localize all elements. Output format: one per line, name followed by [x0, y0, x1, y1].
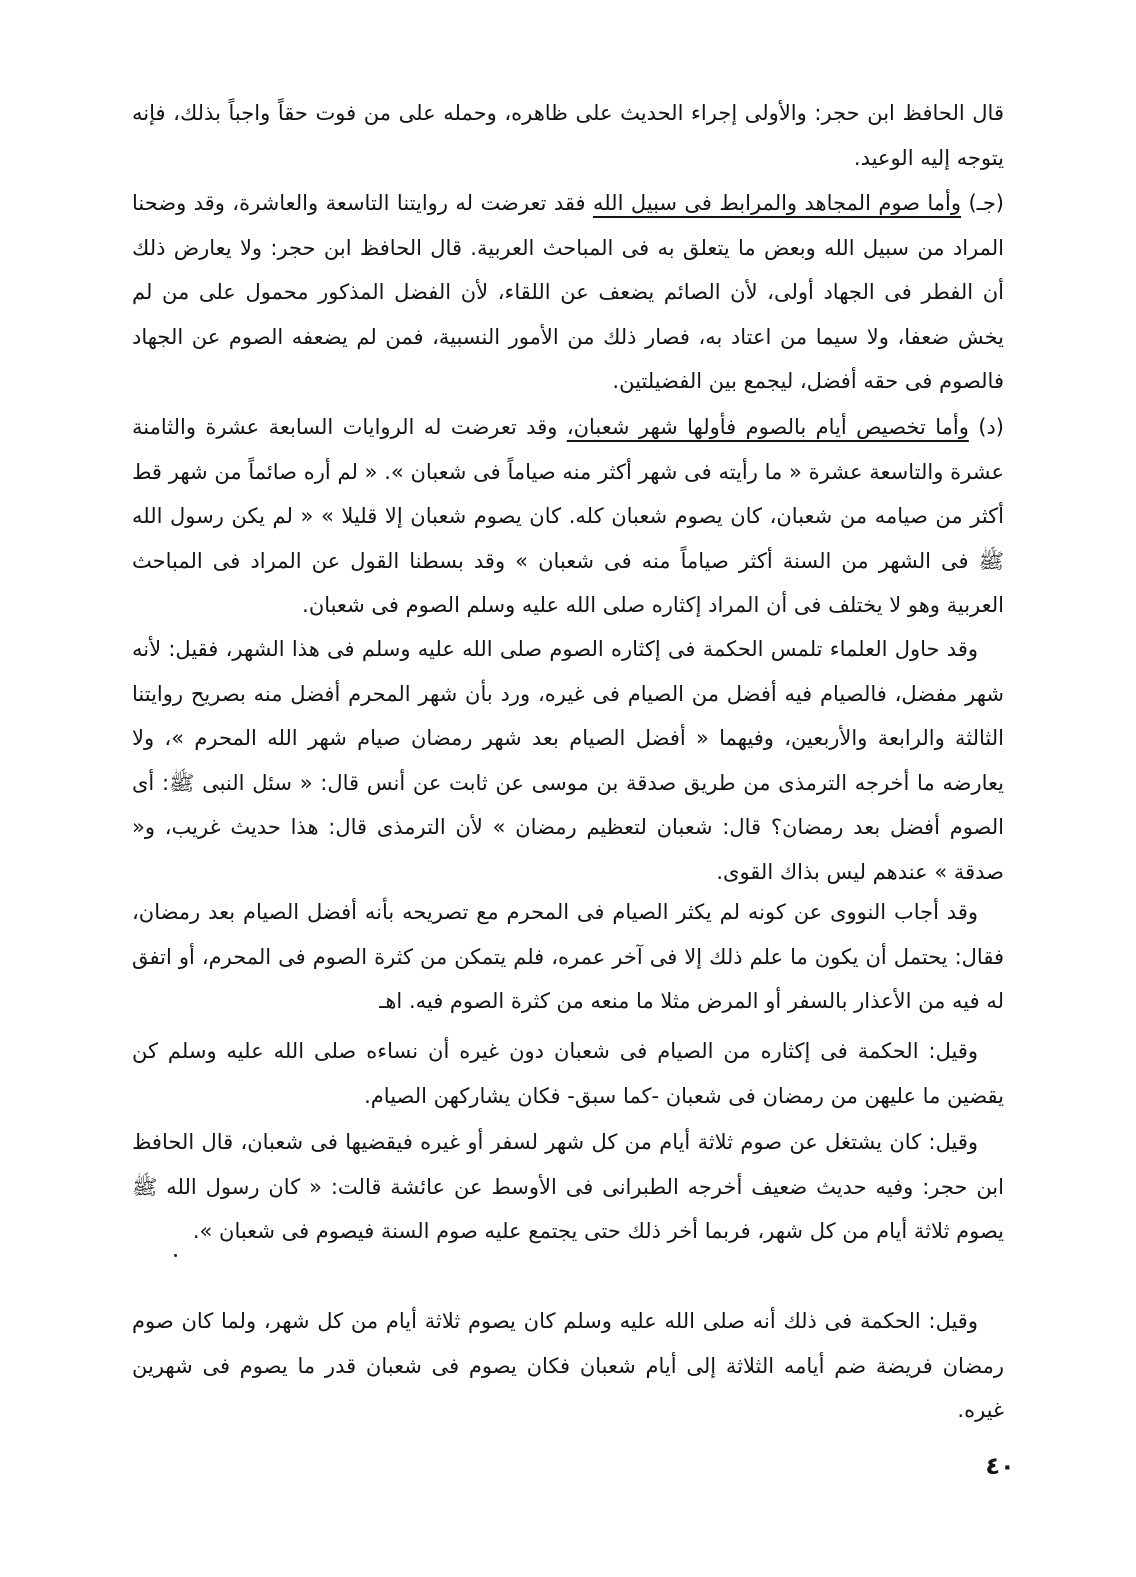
item-marker: (د): [978, 415, 1004, 439]
paragraph-text: وقد أجاب النووى عن كونه لم يكثر الصيام فى المحرم مع تصريحه بأنه أفضل الصيام بعد رمضان، فقال: يحتمل أن يكون ما علم ذلك إلا فى آخر عمره، فلم يتمكن من كثرة الصوم فى المحرم، أو اتفق له فيه من الأعذار بالسفر أو المرض مثلا ما منعه من كثرة الصوم فيه. اهـ: [132, 900, 1004, 1013]
paragraph-text: قال الحافظ ابن حجر: والأولى إجراء الحديث على ظاهره، وحمله على من فوت حقاً واجباً بذلك، فإنه يتوجه إليه الوعيد.: [132, 101, 1004, 170]
item-marker: (جـ): [968, 191, 1004, 215]
paragraph-text: وقد حاول العلماء تلمس الحكمة فى إكثاره الصوم صلى الله عليه وسلم فى هذا الشهر، فقيل: لأنه شهر مفضل، فالصيام فيه أفضل من الصيام فى غيره، ورد بأن شهر المحرم أفضل منه بصريح روايتنا الثالثة والرابعة والأربعين، وفيهما « أفضل الصيام بعد شهر رمضان صيام شهر الله المحرم »، ولا يعارضه ما أخرجه الترمذى من طريق صدقة بن موسى عن ثابت عن أنس قال: « سئل النبى ﷺ: أى الصوم أفضل بعد رمضان؟ قال: شعبان لتعظيم رمضان » لأن الترمذى قال: هذا حديث غريب، و« صدقة » عندهم ليس بذاك القوى.: [132, 637, 1004, 884]
paragraph-ibn-hajar-wa-al-awla: [132, 91, 1004, 180]
paragraph-text: وقيل: كان يشتغل عن صوم ثلاثة أيام من كل شهر لسفر أو غيره فيقضيها فى شعبان، قال الحافظ ابن حجر: وفيه حديث ضعيف أخرجه الطبرانى فى الأوسط عن عائشة قالت: « كان رسول الله ﷺ يصوم ثلاثة أيام من كل شهر، فربما أخر ذلك حتى يجتمع عليه صوم السنة فيصوم فى شعبان ».: [132, 1130, 1004, 1243]
paragraph-qila-nisa: [132, 1029, 1004, 1118]
paragraph-nawawi-answer: [132, 890, 1004, 1024]
paragraph-qila-three-days: [132, 1120, 1004, 1254]
paragraph-item-jim: [132, 181, 1004, 404]
paragraph-item-dal: [132, 405, 1004, 628]
item-heading-underlined: وأما صوم المجاهد والمرابط فى سبيل الله: [592, 191, 962, 215]
scan-dot-mark: [174, 1254, 177, 1257]
paragraph-hikma-shaban: [132, 627, 1004, 894]
item-body-text: فقد تعرضت له روايتنا التاسعة والعاشرة، وقد وضحنا المراد من سبيل الله وبعض ما يتعلق به فى المباحث العربية. قال الحافظ ابن حجر: ولا يعارض ذلك أن الفطر فى الجهاد أولى، لأن الصائم يضعف عن اللقاء، لأن الفضل المذكور محمول على من لم يخش ضعفا، ولا سيما من اعتاد به، فصار ذلك من الأمور النسبية، فمن لم يضعفه الصوم عن الجهاد فالصوم فى حقه أفضل، ليجمع بين الفضيلتين.: [132, 191, 1004, 393]
paragraph-text: وقيل: الحكمة فى ذلك أنه صلى الله عليه وسلم كان يصوم ثلاثة أيام من كل شهر، ولما كان صوم رمضان فريضة ضم أيامه الثلاثة إلى أيام شعبان فكان يصوم فى شعبان قدر ما يصوم فى شهرين غيره.: [132, 1309, 1004, 1422]
paragraph-text: وقيل: الحكمة فى إكثاره من الصيام فى شعبان دون غيره أن نساءه صلى الله عليه وسلم كن يقضين ما عليهن من رمضان فى شعبان -كما سبق- فكان يشاركهن الصيام.: [132, 1039, 1004, 1108]
item-body-text: وقد تعرضت له الروايات السابعة عشرة والثامنة عشرة والتاسعة عشرة « ما رأيته فى شهر أكثر منه صياماً فى شعبان ». « لم أره صائماً من شهر قط أكثر من صيامه من شعبان، كان يصوم شعبان كله. كان يصوم شعبان إلا قليلا » « لم يكن رسول الله ﷺ فى الشهر من السنة أكثر صياماً منه فى شعبان » وقد بسطنا القول عن المراد فى المباحث العربية وهو لا يختلف فى أن المراد إكثاره صلى الله عليه وسلم الصوم فى شعبان.: [132, 415, 1004, 617]
paragraph-qila-hikma-ramadan: [132, 1299, 1004, 1433]
page-number: ٤٠: [985, 1452, 1015, 1480]
item-heading-underlined: وأما تخصيص أيام بالصوم فأولها شهر شعبان،: [566, 415, 969, 439]
